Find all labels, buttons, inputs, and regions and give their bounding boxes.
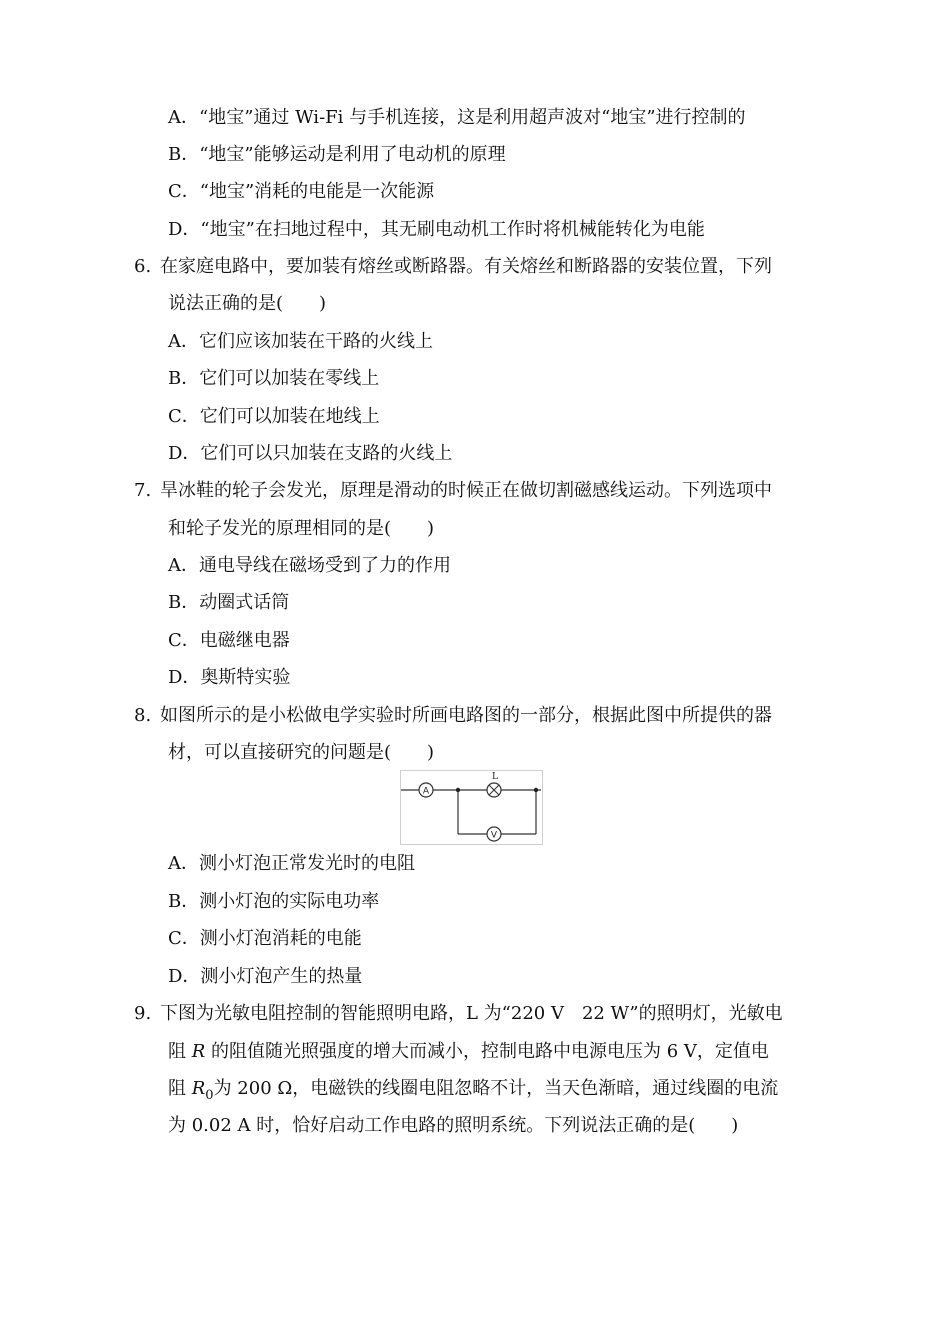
q7-option-d: D．奥斯特实验 [168,667,291,688]
resistor-r0-symbol: R [191,1078,206,1099]
q9-line4: 为 0.02 A 时，恰好启动工作电路的照明系统。下列说法正确的是( ) [168,1115,739,1136]
voltmeter-icon [487,827,501,841]
q9-line3 [168,1077,778,1108]
q6-option-a: A．它们应该加装在干路的火线上 [168,331,433,352]
q8-option-b: B．测小灯泡的实际电功率 [168,891,380,912]
q8-number: 8. [134,705,152,726]
voltmeter-label: V [490,830,498,841]
q9-line2-prefix: 阻 [168,1041,192,1062]
q8-stem-line2: 材，可以直接研究的问题是( ) [168,742,435,763]
q6-stem-line2: 说法正确的是( ) [168,293,327,314]
q6-number: 6. [134,256,152,277]
q6-option-c: C．它们可以加装在地线上 [168,406,380,427]
q7-option-b: B．动圈式话筒 [168,592,290,613]
lamp-label: L [492,772,498,782]
ammeter-label: A [422,786,430,797]
q7-stem-line1: 旱冰鞋的轮子会发光，原理是滑动的时候正在做切割磁感线运动。下列选项中 [160,480,772,501]
q5-option-b: B．“地宝”能够运动是利用了电动机的原理 [168,144,506,165]
q8-option-c: C．测小灯泡消耗的电能 [168,928,362,949]
q5-option-c: C．“地宝”消耗的电能是一次能源 [168,181,435,202]
q8-option-a: A．测小灯泡正常发光时的电阻 [168,853,415,874]
q7-stem-line2: 和轮子发光的原理相同的是( ) [168,518,435,539]
q6-option-b: B．它们可以加装在零线上 [168,368,380,389]
q9-number: 9. [134,1003,152,1024]
q9-line2-rest: 的阻值随光照强度的增大而减小，控制电路中电源电压为 6 V，定值电 [205,1041,769,1062]
q8-option-d: D．测小灯泡产生的热量 [168,966,363,987]
ammeter-icon [419,783,433,797]
q9-line1: 下图为光敏电阻控制的智能照明电路，L 为“220 V 22 W”的照明灯，光敏电 [160,1003,783,1024]
q6-option-d: D．它们可以只加装在支路的火线上 [168,443,453,464]
resistor-r-symbol: R [191,1041,206,1062]
q9-line2 [168,1040,769,1064]
circuit-diagram [400,770,543,845]
q5-option-d: D．“地宝”在扫地过程中，其无刷电动机工作时将机械能转化为电能 [168,219,705,240]
junction-dot-left [456,788,460,792]
q7-number: 7. [134,480,152,501]
q8-stem-line1: 如图所示的是小松做电学实验时所画电路图的一部分，根据此图中所提供的器 [160,705,772,726]
q9-line3-prefix: 阻 [168,1078,192,1099]
q9-line3-rest: 为 200 Ω，电磁铁的线圈电阻忽略不计，当天色渐暗，通过线圈的电流 [213,1078,779,1099]
q6-stem-line1: 在家庭电路中，要加装有熔丝或断路器。有关熔丝和断路器的安装位置，下列 [160,256,772,277]
junction-dot-right [534,788,538,792]
q7-option-a: A．通电导线在磁场受到了力的作用 [168,555,451,576]
q5-option-a: A．“地宝”通过 Wi-Fi 与手机连接，这是利用超声波对“地宝”进行控制的 [168,107,746,128]
q7-option-c: C．电磁继电器 [168,630,290,651]
resistor-r0-subscript: 0 [205,1088,214,1103]
